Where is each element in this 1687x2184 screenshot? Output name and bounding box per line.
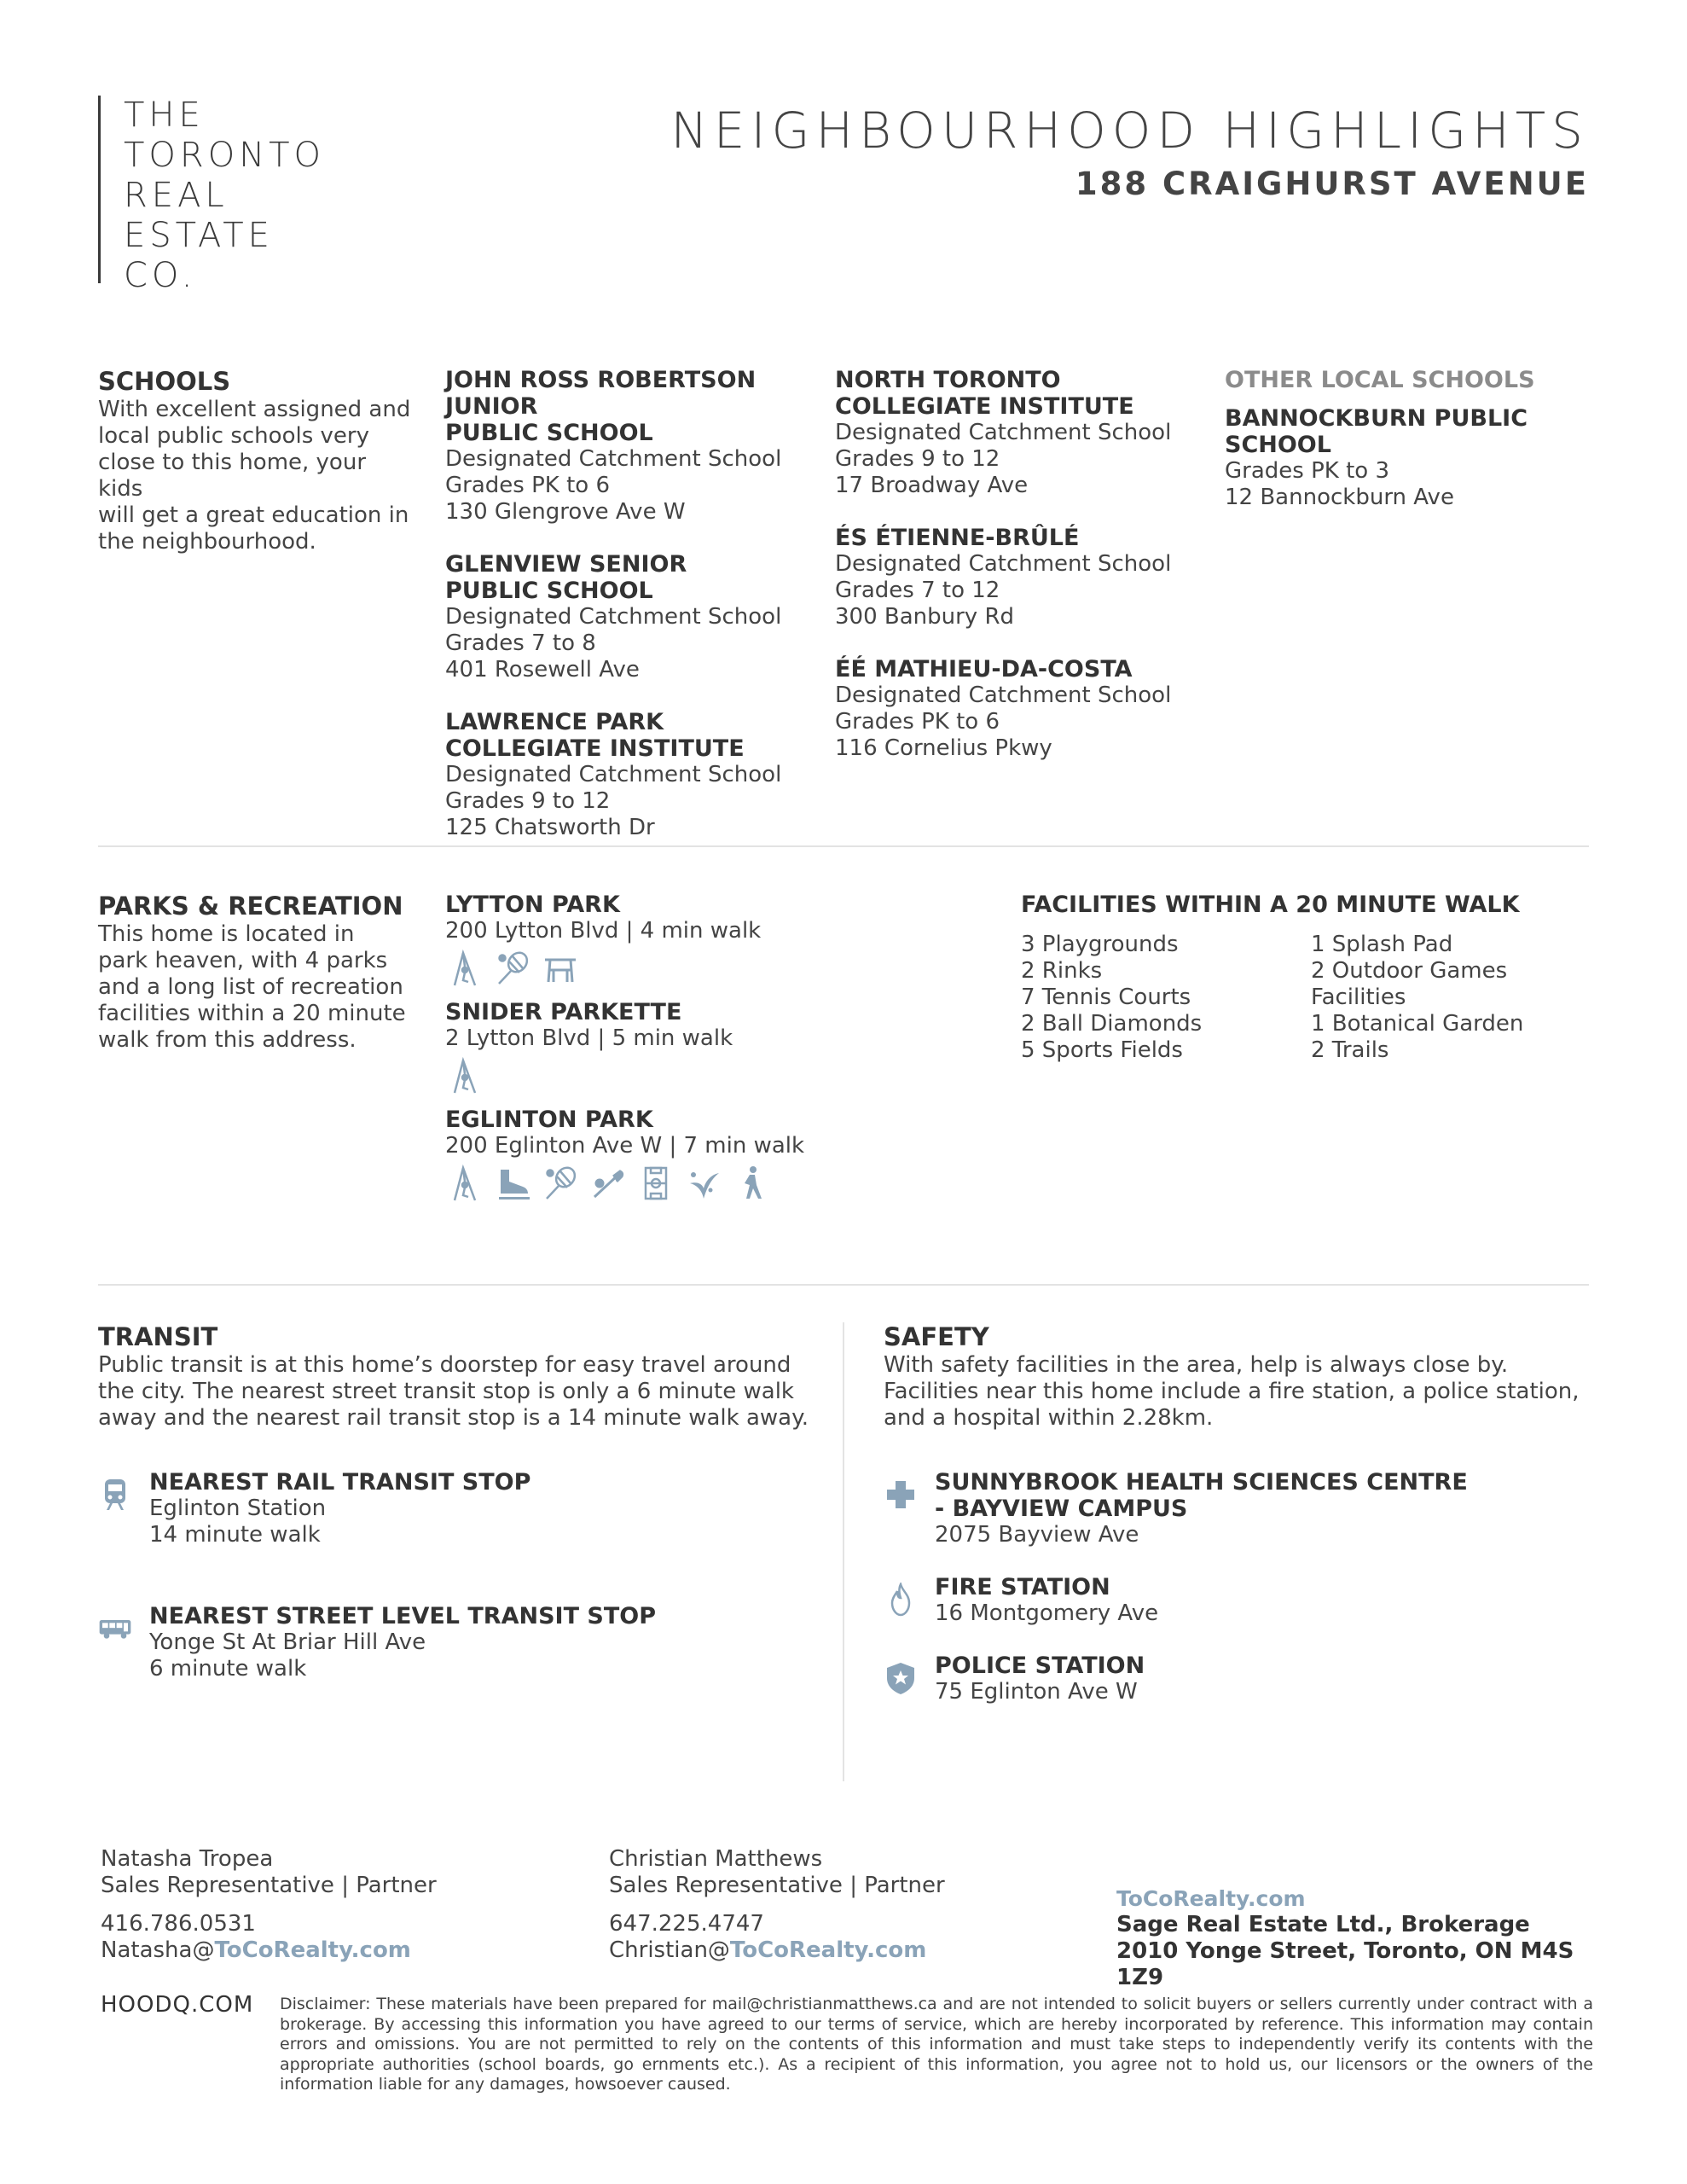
transit-stop-name: Eglinton Station	[149, 1496, 327, 1521]
flame-icon	[884, 1583, 918, 1617]
skate-icon	[493, 1164, 532, 1203]
intro-line: and a long list of recreation	[98, 974, 403, 1000]
school-name: ÉS ÉTIENNE-BRÛLÉ	[835, 525, 1080, 551]
intro-line: Public transit is at this home’s doorstep for easy travel around	[98, 1352, 791, 1378]
school-name: GLENVIEW SENIOR	[445, 551, 687, 578]
email-user: Christian@	[609, 1937, 730, 1963]
school-name: JOHN ROSS ROBERTSON JUNIOR	[445, 367, 757, 420]
brokerage-info	[1116, 1885, 1603, 1991]
agent-title: Sales Representative | Partner	[609, 1873, 945, 1898]
school-entry	[445, 709, 820, 841]
section-heading: PARKS & RECREATION	[98, 892, 403, 921]
facility-item: 5 Sports Fields	[1021, 1037, 1183, 1063]
agent-phone[interactable]: 647.225.4747	[609, 1911, 764, 1937]
section-divider	[98, 1284, 1589, 1286]
intro-line: This home is located in	[98, 921, 355, 947]
school-name: LAWRENCE PARK	[445, 709, 664, 735]
agent-title: Sales Representative | Partner	[101, 1873, 437, 1898]
school-grades: Grades PK to 6	[445, 473, 610, 498]
playground-icon	[445, 949, 484, 988]
park-entry	[445, 999, 974, 1096]
school-address: 401 Rosewell Ave	[445, 657, 640, 682]
shield-icon	[884, 1661, 918, 1695]
agent-phone[interactable]: 416.786.0531	[101, 1911, 256, 1937]
intro-line: With excellent assigned and	[98, 397, 411, 422]
school-grades: Grades 9 to 12	[835, 446, 1000, 472]
section-heading: SAFETY	[884, 1322, 989, 1351]
intro-line: local public schools very	[98, 423, 369, 449]
facility-item: 2 Outdoor Games	[1311, 958, 1508, 984]
transit-walk-time: 6 minute walk	[149, 1656, 307, 1682]
facility-item: Facilities	[1311, 985, 1406, 1010]
section-heading: TRANSIT	[98, 1322, 218, 1351]
intro-line: away and the nearest rail transit stop is a 14 minute walk away.	[98, 1405, 809, 1431]
picnic-table-icon	[541, 949, 580, 988]
facilities-summary	[1021, 892, 1601, 1064]
school-address: 17 Broadway Ave	[835, 473, 1029, 498]
email-domain: ToCoRealty.com	[729, 1937, 927, 1963]
property-address: 188 CRAIGHURST AVENUE	[1075, 166, 1589, 202]
school-name: PUBLIC SCHOOL	[445, 420, 653, 446]
school-name: ÉÉ MATHIEU-DA-COSTA	[835, 656, 1133, 682]
school-address: 300 Banbury Rd	[835, 604, 1015, 630]
school-address: 130 Glengrove Ave W	[445, 499, 686, 525]
logo-line: ESTATE	[124, 216, 274, 255]
school-entry	[835, 367, 1193, 499]
facility-item: 2 Rinks	[1021, 958, 1103, 984]
school-name: BANNOCKBURN PUBLIC SCHOOL	[1225, 405, 1528, 458]
schools-column-2	[835, 367, 1193, 787]
facilities-heading: FACILITIES WITHIN A 20 MINUTE WALK	[1021, 892, 1520, 918]
school-type: Designated Catchment School	[835, 682, 1172, 708]
facility-name: POLICE STATION	[935, 1653, 1145, 1679]
school-name: NORTH TORONTO	[835, 367, 1061, 393]
logo-line: TORONTO	[124, 136, 326, 175]
fire-station-entry	[884, 1574, 1600, 1627]
intro-line: walk from this address.	[98, 1027, 357, 1053]
sports-field-icon	[636, 1164, 675, 1203]
intro-line: the neighbourhood.	[98, 529, 316, 555]
agent-email[interactable]	[101, 1937, 578, 1964]
intro-line: the city. The nearest street transit stop is only a 6 minute walk	[98, 1379, 794, 1404]
transit-heading: NEAREST STREET LEVEL TRANSIT STOP	[149, 1603, 656, 1629]
intro-line: Facilities near this home include a fire station, a police station,	[884, 1379, 1580, 1404]
baseball-icon	[588, 1164, 628, 1203]
facility-item: 2 Ball Diamonds	[1021, 1011, 1203, 1037]
agent-card-natasha	[101, 1846, 578, 1964]
schools-intro	[98, 369, 414, 555]
school-type: Designated Catchment School	[445, 446, 782, 472]
facility-item: 7 Tennis Courts	[1021, 985, 1191, 1010]
facility-address: 2075 Bayview Ave	[935, 1522, 1139, 1548]
intro-line: With safety facilities in the area, help is always close by.	[884, 1352, 1509, 1378]
street-transit-stop	[98, 1603, 815, 1682]
school-grades: Grades PK to 3	[1225, 458, 1389, 484]
intro-line: park heaven, with 4 parks	[98, 948, 388, 973]
park-amenity-icons	[445, 1055, 974, 1096]
medical-cross-icon	[884, 1478, 918, 1512]
park-name: LYTTON PARK	[445, 892, 620, 918]
disclaimer: Disclaimer: These materials have been prepared for mail@christianmatthews.ca and are not intended to solicit buyers or sellers currently under contract with a brokerage. By accessing this information you have agreed to our terms of service, which are hereby incorporated by reference. This information may contain errors and omissions. You are not permitted to rely on the contents of this information and must take steps to independently verify its contents with the appropriate authorities (school boards, go ernments etc.). As a recipient of this information, you agree not to hold us, our licensors or the owners of the information liable for any damages, howsoever caused.	[280, 1995, 1593, 2094]
logo-line: CO.	[124, 256, 197, 295]
transit-stop-name: Yonge St At Briar Hill Ave	[149, 1629, 426, 1655]
facility-item: 2 Trails	[1311, 1037, 1389, 1063]
park-amenity-icons	[445, 1163, 974, 1204]
school-grades: Grades 7 to 12	[835, 578, 1000, 603]
school-entry	[445, 551, 820, 683]
intro-line: and a hospital within 2.28km.	[884, 1405, 1214, 1431]
agent-email[interactable]	[609, 1937, 1087, 1964]
facility-address: 16 Montgomery Ave	[935, 1600, 1159, 1626]
school-address: 116 Cornelius Pkwy	[835, 735, 1052, 761]
school-grades: Grades 9 to 12	[445, 788, 611, 814]
school-name: COLLEGIATE INSTITUTE	[445, 735, 745, 762]
parks-intro	[98, 893, 414, 1054]
facility-item: 1 Botanical Garden	[1311, 1011, 1524, 1037]
logo-line: REAL	[124, 176, 229, 215]
school-name: PUBLIC SCHOOL	[445, 578, 653, 604]
section-divider	[98, 845, 1589, 847]
agent-name: Natasha Tropea	[101, 1846, 274, 1872]
safety-section	[884, 1324, 1600, 1743]
brokerage-address: 2010 Yonge Street, Toronto, ON M4S 1Z9	[1116, 1938, 1574, 1990]
tennis-icon	[541, 1164, 580, 1203]
bus-icon	[98, 1612, 132, 1646]
agent-name: Christian Matthews	[609, 1846, 823, 1872]
school-name: COLLEGIATE INSTITUTE	[835, 393, 1134, 420]
page-title: NEIGHBOURHOOD HIGHLIGHTS	[670, 102, 1589, 160]
school-grades: Grades 7 to 8	[445, 630, 596, 656]
facilities-column	[1311, 932, 1601, 1064]
park-entry	[445, 1107, 974, 1204]
intro-line: will get a great education in	[98, 502, 409, 528]
park-name: SNIDER PARKETTE	[445, 999, 682, 1025]
school-type: Designated Catchment School	[445, 604, 782, 630]
email-domain: ToCoRealty.com	[214, 1937, 411, 1963]
facility-name: - BAYVIEW CAMPUS	[935, 1496, 1188, 1522]
school-type: Designated Catchment School	[835, 420, 1172, 445]
facility-item: 3 Playgrounds	[1021, 932, 1179, 957]
tennis-icon	[493, 949, 532, 988]
transit-section	[98, 1324, 815, 1720]
transit-heading: NEAREST RAIL TRANSIT STOP	[149, 1469, 531, 1496]
section-heading: SCHOOLS	[98, 367, 231, 396]
facilities-list	[1021, 932, 1601, 1064]
company-logo	[98, 96, 326, 295]
intro-line: close to this home, your kids	[98, 450, 367, 502]
other-schools	[1225, 367, 1591, 511]
trail-icon	[732, 1164, 771, 1203]
schools-column-1	[445, 367, 820, 867]
facility-item: 1 Splash Pad	[1311, 932, 1453, 957]
playground-icon	[445, 1164, 484, 1203]
splash-pad-icon	[684, 1164, 723, 1203]
facilities-column	[1021, 932, 1311, 1064]
rail-transit-stop	[98, 1469, 815, 1548]
page-header	[670, 101, 1589, 202]
playground-icon	[445, 1056, 484, 1095]
hoodq-link[interactable]: HOODQ.COM	[101, 1992, 254, 2018]
school-grades: Grades PK to 6	[835, 709, 1000, 735]
school-entry	[445, 367, 820, 526]
intro-line: facilities within a 20 minute	[98, 1001, 406, 1026]
facility-address: 75 Eglinton Ave W	[935, 1679, 1138, 1705]
park-name: EGLINTON PARK	[445, 1107, 653, 1133]
brokerage-website[interactable]: ToCoRealty.com	[1116, 1886, 1306, 1911]
facility-name: SUNNYBROOK HEALTH SCIENCES CENTRE	[935, 1469, 1468, 1496]
park-amenity-icons	[445, 948, 974, 989]
hospital-entry	[884, 1469, 1600, 1548]
school-entry	[835, 525, 1193, 630]
school-entry	[835, 656, 1193, 762]
police-station-entry	[884, 1653, 1600, 1705]
park-detail: 2 Lytton Blvd | 5 min walk	[445, 1025, 733, 1051]
train-icon	[98, 1478, 132, 1512]
transit-walk-time: 14 minute walk	[149, 1522, 321, 1548]
brokerage-name: Sage Real Estate Ltd., Brokerage	[1116, 1912, 1530, 1937]
park-entry	[445, 892, 974, 989]
logo-line: THE	[124, 96, 205, 135]
parks-list	[445, 892, 974, 1214]
facility-name: FIRE STATION	[935, 1574, 1110, 1600]
school-type: Designated Catchment School	[445, 762, 782, 787]
park-detail: 200 Eglinton Ave W | 7 min walk	[445, 1133, 805, 1159]
other-schools-heading: OTHER LOCAL SCHOOLS	[1225, 367, 1535, 393]
agent-card-christian	[609, 1846, 1087, 1964]
column-divider	[843, 1322, 844, 1781]
school-address: 125 Chatsworth Dr	[445, 815, 655, 840]
school-address: 12 Bannockburn Ave	[1225, 485, 1454, 510]
school-type: Designated Catchment School	[835, 551, 1172, 577]
email-user: Natasha@	[101, 1937, 215, 1963]
park-detail: 200 Lytton Blvd | 4 min walk	[445, 918, 762, 944]
